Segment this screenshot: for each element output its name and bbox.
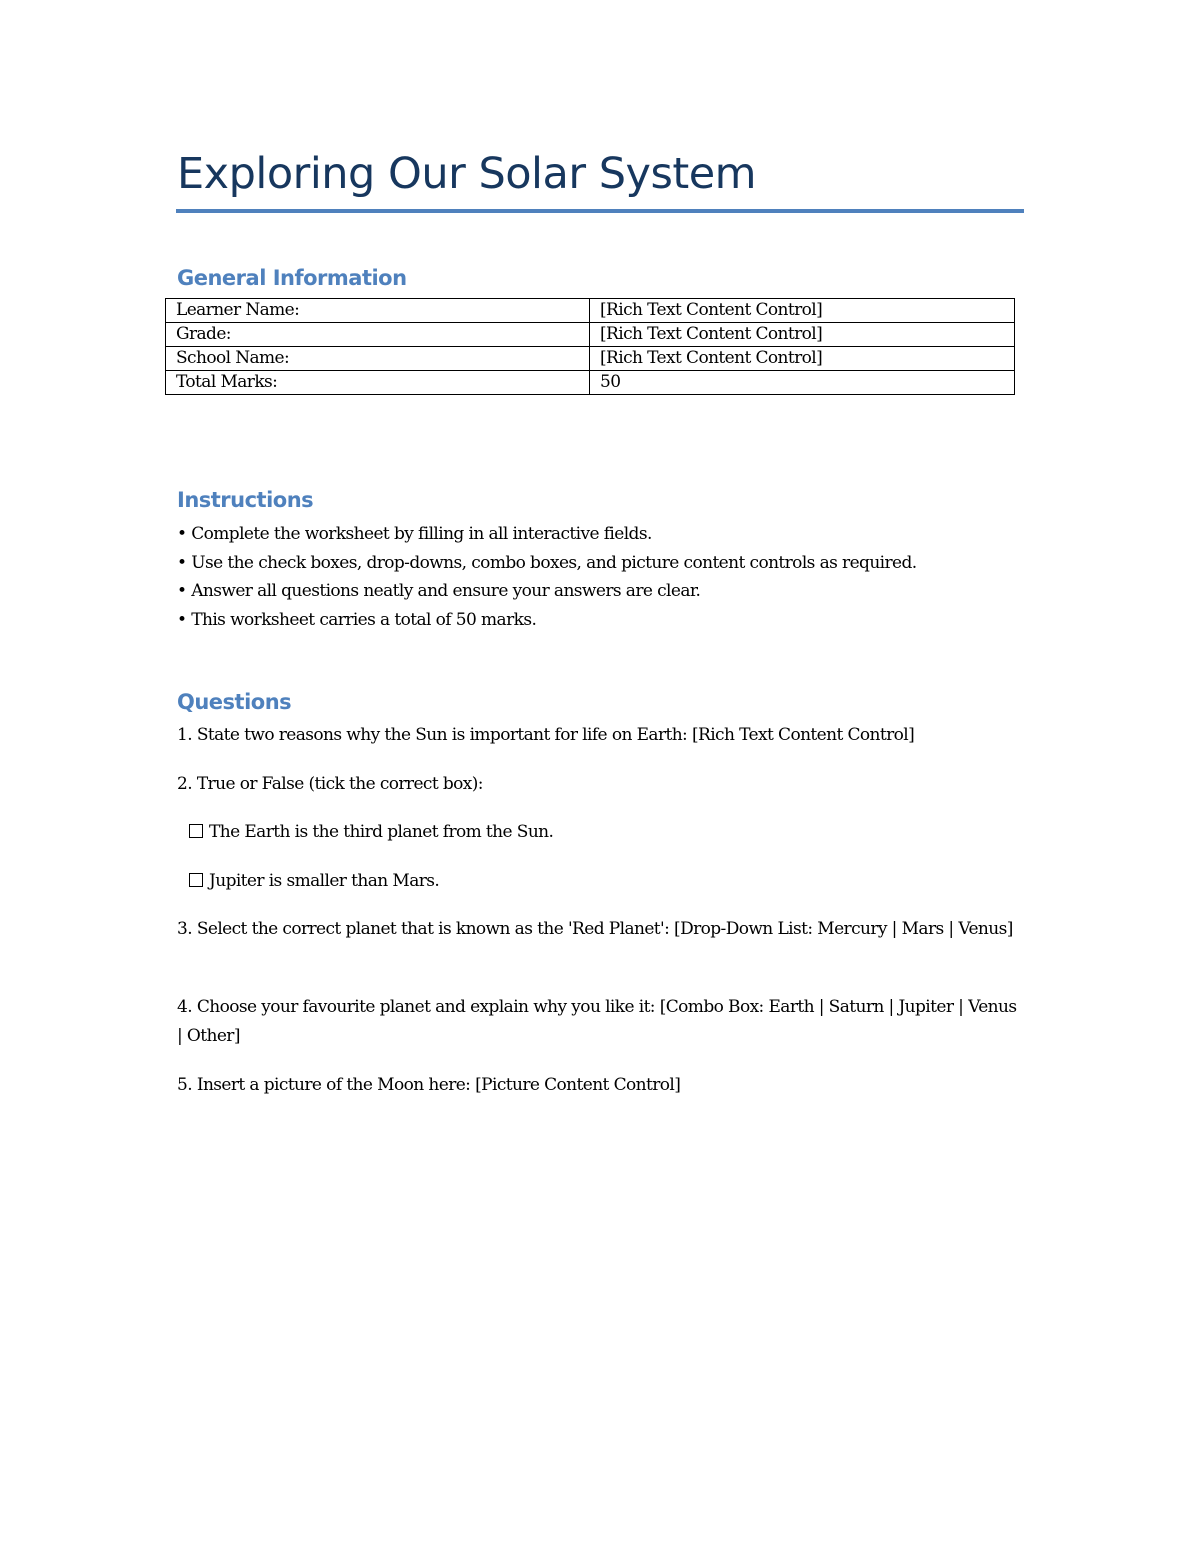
question-2: 2. True or False (tick the correct box): — [177, 774, 483, 794]
document-title: Exploring Our Solar System — [177, 149, 757, 199]
learner-name-label: Learner Name: — [166, 299, 590, 323]
table-row — [166, 347, 1015, 371]
total-marks-label: Total Marks: — [166, 371, 590, 395]
true-false-option-1[interactable] — [189, 818, 553, 847]
checkbox-icon[interactable] — [189, 824, 203, 838]
school-name-label: School Name: — [166, 347, 590, 371]
list-item: • Complete the worksheet by filling in all interactive fields. — [177, 524, 652, 544]
question-1[interactable]: 1. State two reasons why the Sun is important for life on Earth: [Rich Text Content Control] — [177, 725, 915, 745]
list-item: • This worksheet carries a total of 50 marks. — [177, 609, 537, 630]
option-label: Jupiter is smaller than Mars. — [209, 871, 440, 891]
option-label: The Earth is the third planet from the Sun. — [209, 822, 554, 842]
question-3[interactable]: 3. Select the correct planet that is known as the 'Red Planet': [Drop-Down List: Mercury | Mars | Venus] — [177, 919, 1013, 939]
table-row — [166, 371, 1015, 395]
general-information-table — [165, 298, 1015, 395]
question-5[interactable]: 5. Insert a picture of the Moon here: [Picture Content Control] — [177, 1075, 681, 1095]
learner-name-field[interactable]: [Rich Text Content Control] — [590, 299, 1015, 323]
total-marks-value: 50 — [590, 371, 1015, 395]
checkbox-icon[interactable] — [189, 873, 203, 887]
list-item: • Use the check boxes, drop-downs, combo boxes, and picture content controls as required. — [177, 552, 917, 573]
question-4[interactable]: 4. Choose your favourite planet and explain why you like it: [Combo Box: Earth | Saturn | Jupiter | Venus | Other] — [177, 997, 1017, 1046]
true-false-option-2[interactable] — [189, 867, 439, 896]
instructions-list — [177, 520, 1027, 634]
title-underline — [176, 209, 1024, 213]
table-row — [166, 323, 1015, 347]
list-item: • Answer all questions neatly and ensure your answers are clear. — [177, 581, 701, 601]
school-name-field[interactable]: [Rich Text Content Control] — [590, 347, 1015, 371]
questions-heading: Questions — [177, 690, 292, 714]
general-information-heading: General Information — [177, 266, 407, 290]
instructions-heading: Instructions — [177, 488, 314, 512]
grade-label: Grade: — [166, 323, 590, 347]
table-row — [166, 299, 1015, 323]
grade-field[interactable]: [Rich Text Content Control] — [590, 323, 1015, 347]
